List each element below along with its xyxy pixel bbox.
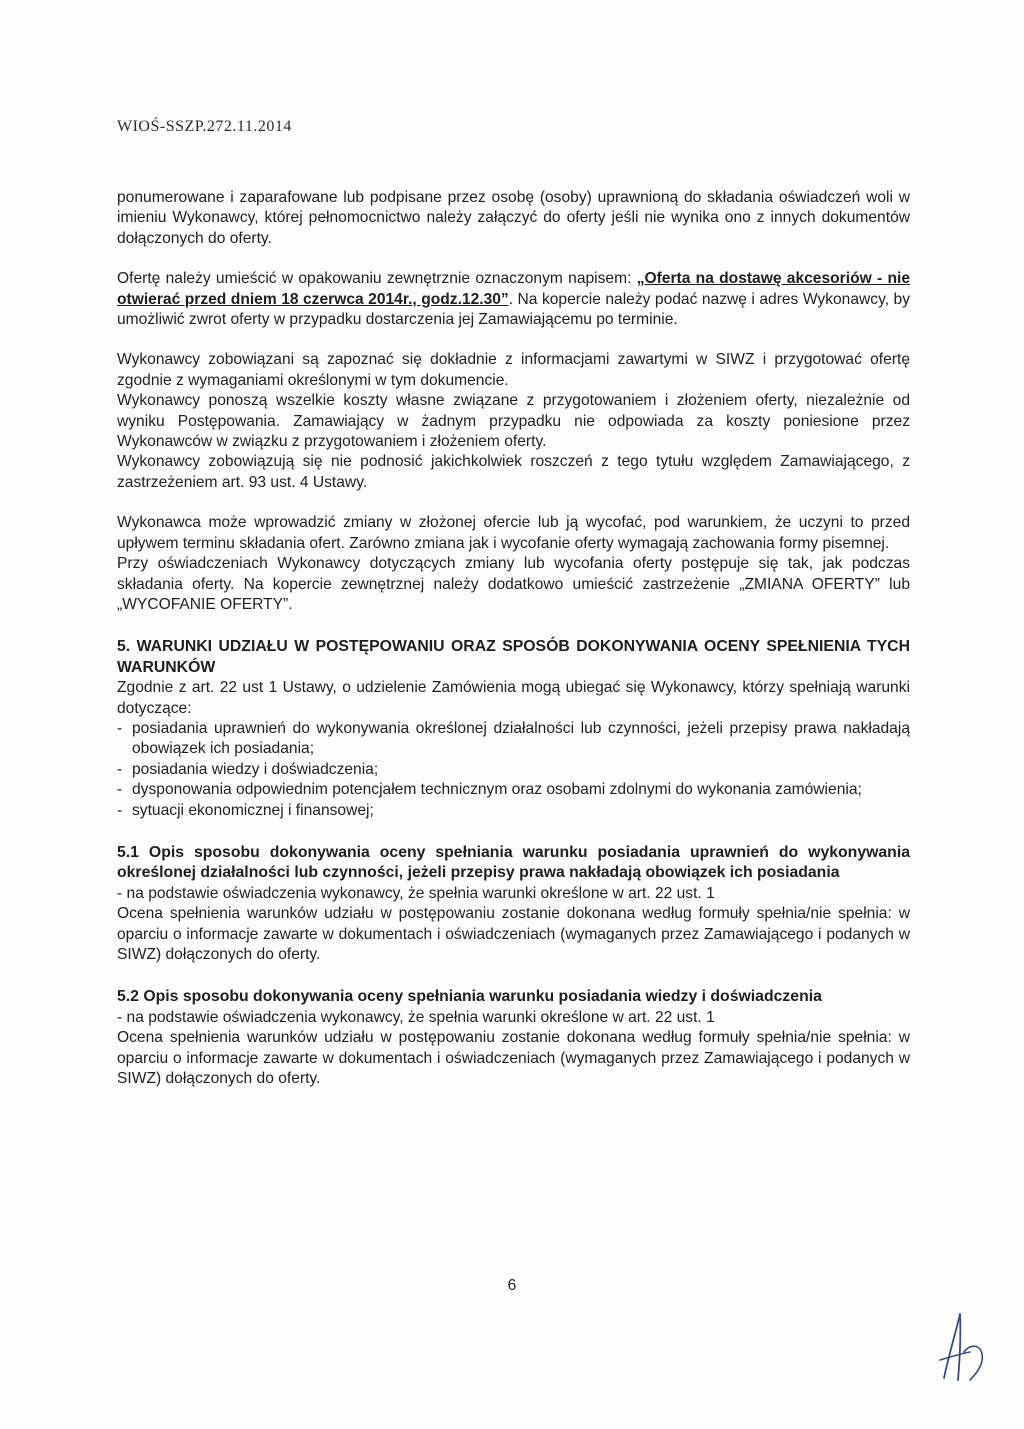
paragraph-claims: Wykonawcy zobowiązują się nie podnosić jakichkolwiek roszczeń z tego tytułu względem Zamawiającego, z zastrzeżeniem art. 93 ust. 4 Ustawy. (117, 453, 910, 491)
section-5-1-heading: 5.1 Opis sposobu dokonywania oceny spełniania warunku posiadania uprawnień do wykonywania określonej działalności lub czynności, jeżeli przepisy prawa nakładają obowiązek ich posiadania (117, 843, 910, 882)
paragraph-offer-packaging (117, 269, 910, 330)
list-item: - posiadania uprawnień do wykonywania określonej działalności lub czynności, jeżeli przepisy prawa nakładają obowiązek ich posiadania; (117, 719, 910, 760)
section-5-2-basis: - na podstawie oświadczenia wykonawcy, że spełnia warunki określone w art. 22 ust. 1 (117, 1008, 715, 1026)
paragraph-offer-signing: ponumerowane i zaparafowane lub podpisane przez osobę (osoby) uprawnioną do składania oświadczeń woli w imieniu Wykonawcy, której pełnomocnictwo należy załączyć do oferty jeśli nie wynika ono z innych dokumentów dołączonych do oferty. (117, 189, 910, 247)
list-item: - sytuacji ekonomicznej i finansowej; (117, 801, 910, 821)
packaging-text-before: Ofertę należy umieścić w opakowaniu zewnętrznie oznaczonym napisem: (117, 270, 637, 288)
list-item: - posiadania wiedzy i doświadczenia; (117, 760, 910, 780)
page-number: 6 (507, 1277, 517, 1294)
section-5-2-heading: 5.2 Opis sposobu dokonywania oceny spełniania warunku posiadania wiedzy i doświadczenia (117, 988, 822, 1006)
paragraph-change-declarations: Przy oświadczeniach Wykonawcy dotyczących zmiany lub wycofania oferty postępuje się tak, jak podczas składania oferty. Na kopercie zewnętrznej należy dodatkowo umieścić zastrzeżenie „ZMIANA OFERTY” lub „WYCOFANIE OFERTY”. (117, 555, 910, 613)
packaging-label-emphasis: „Oferta na dostawę akcesoriów - nie otwierać przed dniem 18 czerwca 2014r., godz.12.30” (117, 270, 910, 308)
section-5-conditions-list (117, 719, 910, 821)
section-5-heading: 5. WARUNKI UDZIAŁU W POSTĘPOWANIU ORAZ SPOSÓB DOKONYWANIA OCENY SPEŁNIENIA TYCH WARUNKÓW (117, 638, 910, 676)
signature-mark (930, 1308, 994, 1388)
packaging-text-after: . Na kopercie należy podać nazwę i adres Wykonawcy, by umożliwić zwrot oferty w przypadku dostarczenia jej Zamawiającemu po terminie. (117, 290, 910, 329)
paragraph-offer-changes: Wykonawca może wprowadzić zmiany w złożonej ofercie lub ją wycofać, pod warunkiem, że uczyni to przed upływem terminu składania ofert. Zarówno zmiana jak i wycofanie oferty wymagają zachowania formy pisemnej. (117, 514, 910, 552)
paragraph-costs: Wykonawcy ponoszą wszelkie koszty własne związane z przygotowaniem i złożeniem oferty, niezależnie od wyniku Postępowania. Zamawiający w żadnym przypadku nie odpowiada za koszty poniesione przez Wykonawców w związku z przygotowaniem i złożeniem oferty. (117, 392, 910, 451)
section-5-1-evaluation: Ocena spełnienia warunków udziału w postępowaniu zostanie dokonana według formuły spełnia/nie spełnia: w oparciu o informacje zawarte w dokumentach i oświadczeniach (wymaganych przez Zamawiającego i podanych w SIWZ) dołączonych do oferty. (117, 905, 910, 963)
handwritten-initials-signature (930, 1308, 994, 1393)
section-5-2-evaluation: Ocena spełnienia warunków udziału w postępowaniu zostanie dokonana według formuły spełnia/nie spełnia: w oparciu o informacje zawarte w dokumentach i oświadczeniach (wymaganych przez Zamawiającego i podanych w SIWZ) dołączonych do oferty. (117, 1029, 910, 1088)
document-body (117, 188, 910, 1089)
section-5-intro: Zgodnie z art. 22 ust 1 Ustawy, o udzielenie Zamówienia mogą ubiegać się Wykonawcy, którzy spełniają warunki dotyczące: (117, 679, 910, 717)
section-5-1-basis: - na podstawie oświadczenia wykonawcy, że spełnia warunki określone w art. 22 ust. 1 (117, 884, 715, 902)
document-reference-number: WIOŚ-SSZP.272.11.2014 (117, 118, 292, 135)
paragraph-siwz-familiarize: Wykonawcy zobowiązani są zapoznać się dokładnie z informacjami zawartymi w SIWZ i przygotować ofertę zgodnie z wymaganiami określonymi w tym dokumencie. (117, 351, 910, 389)
list-item: - dysponowania odpowiednim potencjałem technicznym oraz osobami zdolnymi do wykonania zamówienia; (117, 780, 910, 800)
